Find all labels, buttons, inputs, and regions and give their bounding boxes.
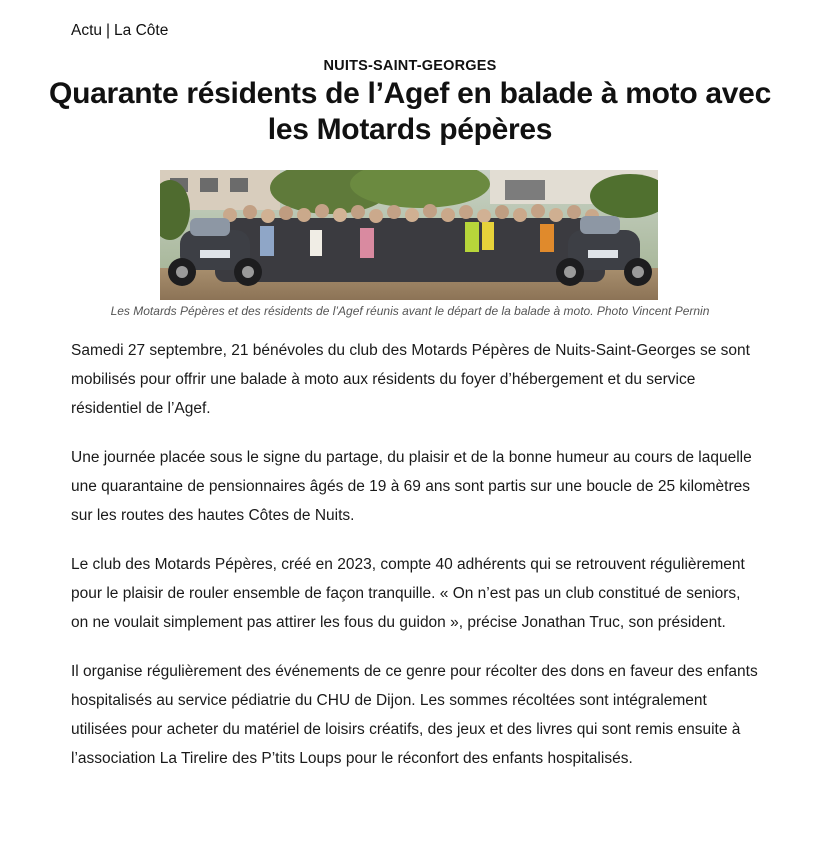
photo-caption: Les Motards Pépères et des résidents de l’Agef réunis avant le départ de la balade à moto. Photo Vincent Pernin (110, 304, 710, 318)
article-body (71, 336, 761, 793)
breadcrumb (71, 22, 168, 40)
article-paragraph-3: Le club des Motards Pépères, créé en 2023, compte 40 adhérents qui se retrouvent régulièrement pour le plaisir de rouler ensemble de façon tranquille. « On n’est pas un club constitué de seniors, on ne voulait simplement pas attirer les fous du guidon », précise Jonathan Truc, son président. (71, 556, 745, 631)
article-paragraph-1: Samedi 27 septembre, 21 bénévoles du club des Motards Pépères de Nuits-Saint-Georges se sont mobilisés pour offrir une balade à moto aux résidents du foyer d’hébergement et du service résidentiel de l’Agef. (71, 342, 750, 417)
breadcrumb-separator: | (106, 22, 111, 39)
group-photo-illustration (160, 170, 658, 300)
article-photo[interactable] (160, 170, 658, 300)
breadcrumb-subsection-link[interactable]: La Côte (114, 22, 169, 39)
article-kicker: NUITS-SAINT-GEORGES (323, 58, 497, 74)
article-paragraph-2: Une journée placée sous le signe du partage, du plaisir et de la bonne humeur au cours de laquelle une quarantaine de pensionnaires âgés de 19 à 69 ans sont partis sur une boucle de 25 kilomètres sur les routes des hautes Côtes de Nuits. (71, 449, 752, 524)
article-paragraph-4: Il organise régulièrement des événements de ce genre pour récolter des dons en faveur des enfants hospitalisés au service pédiatrie du CHU de Dijon. Les sommes récoltées sont intégralement utilisées pour acheter du matériel de loisirs créatifs, des jeux et des livres qui sont remis ensuite à l’association La Tirelire des P’tits Loups pour le réconfort des enfants hospitalisés. (71, 663, 758, 767)
breadcrumb-section-link[interactable]: Actu (71, 22, 103, 39)
article-headline: Quarante résidents de l’Agef en balade à moto avec les Motards pépères (49, 77, 771, 146)
